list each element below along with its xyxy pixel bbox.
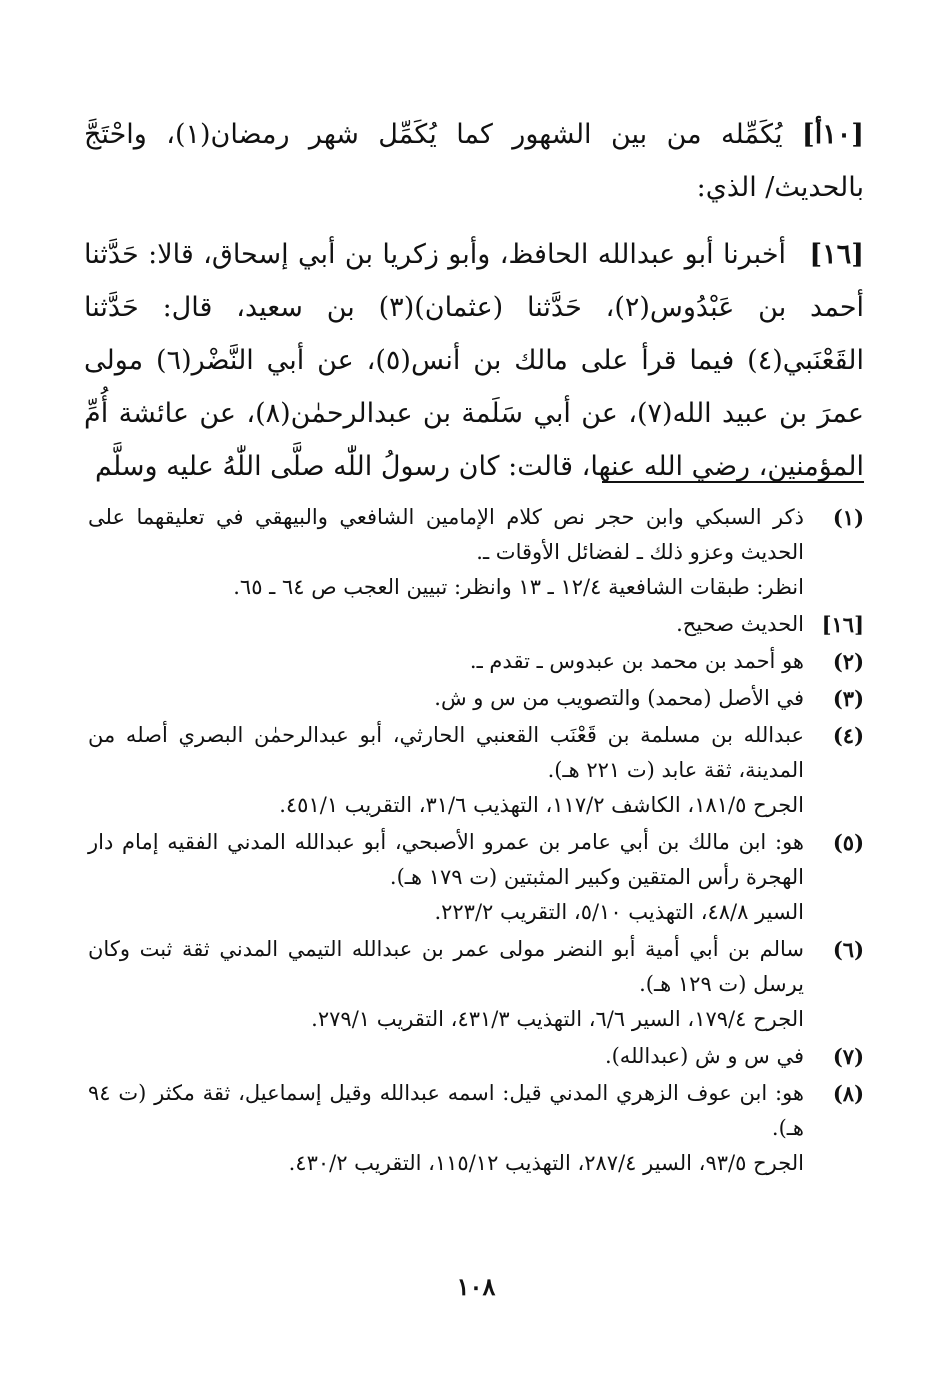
footnote-1 — [88, 500, 864, 605]
footnotes-section — [88, 500, 864, 1183]
footnote-text: هو أحمد بن محمد بن عبدوس ـ تقدم ـ. — [469, 649, 804, 673]
opening-text: يُكَمِّله من بين الشهور كما يُكَمِّل شهر رمضان(١)، واحْتَجَّ بالحديث/ الذي: — [84, 119, 864, 203]
footnote-6 — [88, 932, 864, 1037]
footnote-reference: الجرح ١٨١/٥، الكاشف ١١٧/٢، التهذيب ٣١/٦، التقريب ٤٥١/١. — [279, 793, 804, 817]
footnote-4 — [88, 718, 864, 823]
footnote-number: (٧) — [832, 1044, 864, 1069]
main-text-block — [84, 108, 864, 493]
footnote-number: (٨) — [832, 1081, 864, 1106]
footnote-number: [١٦] — [821, 612, 864, 637]
footnote-text: الحديث صحيح. — [676, 612, 804, 636]
footnote-number: (٢) — [832, 649, 864, 674]
footnote-number: (٦) — [832, 937, 864, 962]
footnote-text: سالم بن أبي أمية أبو النضر مولى عمر بن عبدالله التيمي المدني ثقة ثبت وكان يرسل (ت ١٢٩ هـ). — [88, 937, 804, 996]
footnote-text: في الأصل (محمد) والتصويب من س و ش. — [434, 686, 804, 710]
footnote-text: عبدالله بن مسلمة بن قَعْنَب القعنبي الحارثي، أبو عبدالرحمٰن البصري أصله من المدينة، ثقة عابد (ت ٢٢١ هـ). — [88, 723, 804, 782]
hadith-number: [١٦] — [809, 239, 864, 270]
footnote-8 — [88, 1076, 864, 1181]
footnote-number: (٤) — [832, 723, 864, 748]
footnote-reference: الجرح ١٧٩/٤، السير ٦/٦، التهذيب ٤٣١/٣، التقريب ٢٧٩/١. — [311, 1007, 804, 1031]
footnote-text: في س و ش (عبدالله). — [604, 1044, 804, 1068]
footnote-5 — [88, 825, 864, 930]
manuscript-folio-marker: [١٠أ] — [801, 119, 864, 150]
hadith-text: أخبرنا أبو عبدالله الحافظ، وأبو زكريا بن أبي إسحاق، قالا: حَدَّثنا أحمد بن عَبْدُوس(٢)، حَدَّثنا (عثمان)(٣) بن سعيد، قال: حَدَّثنا القَعْنَبي(٤) فيما قرأ على مالك بن أنس(٥)، عن أبي النَّضْر(٦) مولى عمرَ بن عبيد الله(٧)، عن أبي سَلَمة بن عبدالرحمٰن(٨)، عن عائشة أُمِّ المؤمنين، رضي الله عنها، قالت: كان رسولُ اللّٰه صلَّى اللّٰهُ عليه وسلَّم — [84, 239, 865, 482]
footnote-number: (١) — [832, 505, 864, 530]
opening-paragraph — [84, 108, 864, 214]
footnote-2 — [88, 644, 864, 679]
footnote-reference: الجرح ٩٣/٥، السير ٢٨٧/٤، التهذيب ١١٥/١٢، التقريب ٤٣٠/٢. — [288, 1151, 804, 1175]
footnote-text: ذكر السبكي وابن حجر نص كلام الإمامين الشافعي والبيهقي في تعليقهما على الحديث وعزو ذلك ـ لفضائل الأوقات ـ. — [88, 505, 804, 564]
hadith-paragraph — [84, 228, 864, 493]
footnote-text: هو: ابن مالك بن أبي عامر بن عمرو الأصبحي، أبو عبدالله المدني الفقيه إمام دار الهجرة رأس المتقين وكبير المثبتين (ت ١٧٩ هـ). — [88, 830, 804, 889]
footnote-hadith-16 — [88, 607, 864, 642]
footnote-3 — [88, 681, 864, 716]
footnote-text: هو: ابن عوف الزهري المدني قيل: اسمه عبدالله وقيل إسماعيل، ثقة مكثر (ت ٩٤ هـ). — [88, 1081, 804, 1140]
footnote-reference: انظر: طبقات الشافعية ١٢/٤ ـ ١٣ وانظر: تبيين العجب ص ٦٤ ـ ٦٥. — [233, 575, 804, 599]
footnote-separator — [602, 481, 864, 483]
footnote-number: (٥) — [832, 830, 864, 855]
page-number: ١٠٨ — [456, 1272, 496, 1301]
footnote-7 — [88, 1039, 864, 1074]
footnote-reference: السير ٤٨/٨، التهذيب ٥/١٠، التقريب ٢٢٣/٢. — [434, 900, 804, 924]
footnote-number: (٣) — [832, 686, 864, 711]
